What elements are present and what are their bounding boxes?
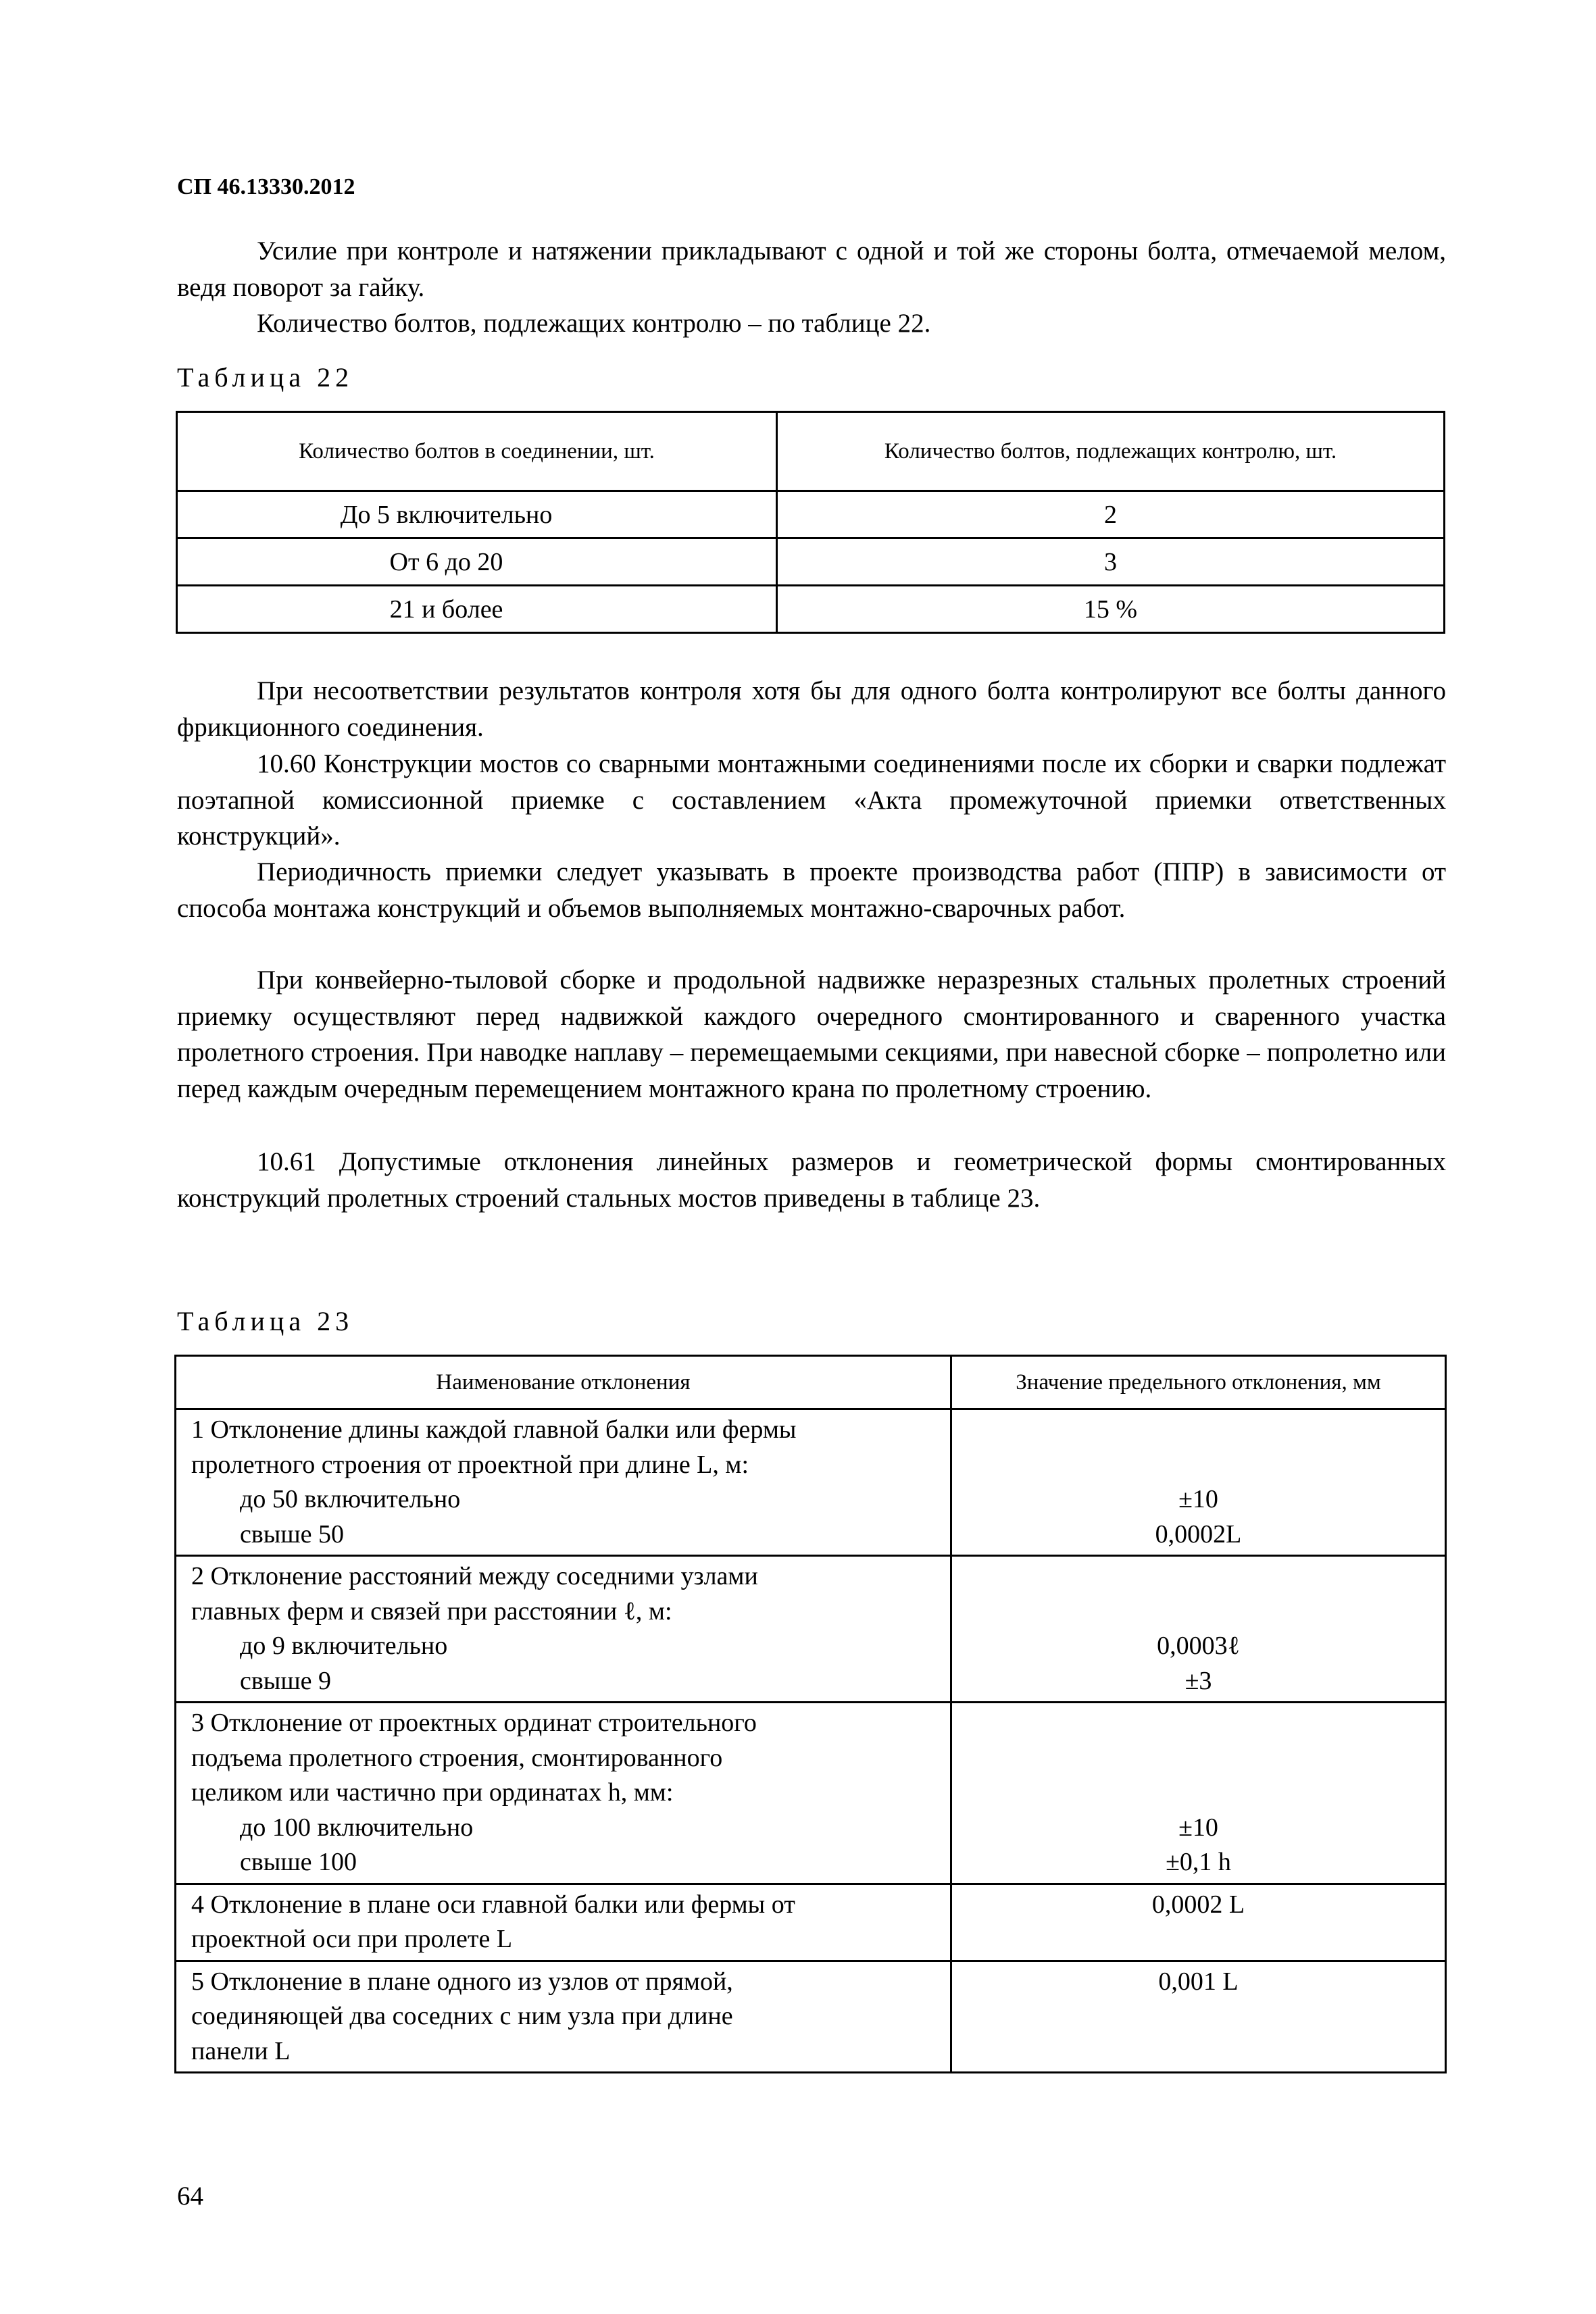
paragraph-text: При несоответствии результатов контроля хотя бы для одного болта контролируют все болты данного фрикционного соединения. <box>177 676 1446 742</box>
deviation-value: 0,0003ℓ <box>1157 1632 1240 1660</box>
deviation-title-line: 5 Отклонение в плане одного из узлов от прямой, <box>191 1967 733 1996</box>
paragraph-text: 10.60 Конструкции мостов со сварными монтажными соединениями после их сборки и сварки подлежат поэтапной комиссионной приемке с составлением «Акта промежуточной приемки ответственных конструкций». <box>177 749 1446 851</box>
paragraph-10-61 <box>177 1144 1446 1216</box>
deviation-value: ±0,1 h <box>1166 1848 1231 1876</box>
sub-range-label: свыше 9 <box>240 1666 331 1695</box>
deviation-value: ±10 <box>1178 1485 1218 1513</box>
document-code: СП 46.13330.2012 <box>177 174 355 199</box>
table-row <box>176 1556 1446 1703</box>
table23-caption: Таблица 23 <box>177 1306 354 1336</box>
table-22 <box>176 411 1445 634</box>
deviation-title-line: подъема пролетного строения, смонтированного <box>191 1743 723 1772</box>
deviation-title-line: проектной оси при пролете L <box>191 1925 513 1953</box>
sub-range-label: до 100 включительно <box>240 1813 474 1842</box>
deviation-title-line: 3 Отклонение от проектных ординат строительного <box>191 1709 757 1737</box>
deviation-title-line: главных ферм и связей при расстоянии ℓ, м: <box>191 1596 672 1626</box>
deviation-value-cell <box>951 1884 1446 1961</box>
column-header: Количество болтов в соединении, шт. <box>177 412 777 491</box>
deviation-name-cell <box>176 1884 951 1961</box>
table-row <box>176 1961 1446 2073</box>
table-header-row <box>176 1356 1446 1409</box>
table-cell: 15 % <box>777 586 1445 633</box>
table-row <box>177 538 1445 586</box>
deviation-title-line: соединяющей два соседних с ним узла при длине <box>191 2002 733 2030</box>
table-cell: До 5 включительно <box>177 491 777 538</box>
page-number: 64 <box>177 2182 203 2211</box>
sub-range-label: до 50 включительно <box>240 1485 461 1513</box>
deviation-name-cell <box>176 1961 951 2073</box>
paragraph-bolt-count <box>177 305 1446 342</box>
sub-range-label: до 9 включительно <box>240 1632 448 1660</box>
column-header: Наименование отклонения <box>176 1356 951 1409</box>
table-row <box>177 491 1445 538</box>
deviation-value-cell <box>951 1961 1446 2073</box>
deviation-value: 0,0002 L <box>1151 1890 1245 1919</box>
column-header: Количество болтов, подлежащих контролю, шт. <box>777 412 1445 491</box>
deviation-name-cell <box>176 1409 951 1556</box>
table-row <box>176 1703 1446 1884</box>
deviation-value: ±10 <box>1178 1813 1218 1842</box>
paragraph-text: Усилие при контроле и натяжении прикладывают с одной и той же стороны болта, отмечаемой мелом, ведя поворот за гайку. <box>177 236 1446 302</box>
paragraph-10-60 <box>177 746 1446 855</box>
paragraph-text: При конвейерно-тыловой сборке и продольной надвижке неразрезных стальных пролетных строений приемку осуществляют перед надвижкой каждого очередного смонтированного и сваренного участка пролетного строения. При наводке наплаву – перемещаемыми секциями, при навесной сборке – попролетно или перед каждым очередным перемещением монтажного крана по пролетному строению. <box>177 965 1446 1103</box>
paragraph-text: Периодичность приемки следует указывать в проекте производства работ (ППР) в зависимости от способа монтажа конструкций и объемов выполняемых монтажно-сварочных работ. <box>177 857 1446 923</box>
paragraph-nonconformity <box>177 673 1446 745</box>
deviation-title-line: целиком или частично при ординатах h, мм: <box>191 1778 674 1807</box>
table-23 <box>174 1355 1447 2073</box>
paragraph-text: 10.61 Допустимые отклонения линейных размеров и геометрической формы смонтированных конструкций пролетных строений стальных мостов приведены в таблице 23. <box>177 1147 1446 1213</box>
deviation-value-cell <box>951 1703 1446 1884</box>
deviation-value: 0,001 L <box>1158 1967 1239 1996</box>
paragraph-periodicity <box>177 854 1446 926</box>
deviation-title-line: 1 Отклонение длины каждой главной балки или фермы <box>191 1415 797 1444</box>
deviation-value-cell <box>951 1409 1446 1556</box>
table-cell: 21 и более <box>177 586 777 633</box>
deviation-value: 0,0002L <box>1155 1519 1242 1549</box>
paragraph-text: Количество болтов, подлежащих контролю – по таблице 22. <box>257 309 931 338</box>
table-row <box>177 586 1445 633</box>
table-cell: 2 <box>777 491 1445 538</box>
table22-caption: Таблица 22 <box>177 362 354 393</box>
deviation-title-line: 2 Отклонение расстояний между соседними узлами <box>191 1562 758 1590</box>
deviation-name-cell <box>176 1556 951 1703</box>
deviation-value-cell <box>951 1556 1446 1703</box>
table-header-row <box>177 412 1445 491</box>
table-row <box>176 1409 1446 1556</box>
table-row <box>176 1884 1446 1961</box>
deviation-value: ±3 <box>1184 1666 1212 1695</box>
column-header: Значение предельного отклонения, мм <box>951 1356 1446 1409</box>
deviation-name-cell <box>176 1703 951 1884</box>
sub-range-label: свыше 100 <box>240 1848 357 1876</box>
paragraph-force-application <box>177 233 1446 305</box>
deviation-title-line: пролетного строения от проектной при длине L, м: <box>191 1450 749 1479</box>
deviation-title-line: 4 Отклонение в плане оси главной балки или фермы от <box>191 1890 795 1919</box>
table-cell: От 6 до 20 <box>177 538 777 586</box>
deviation-title-line: панели L <box>191 2036 291 2065</box>
sub-range-label: свыше 50 <box>240 1519 344 1549</box>
paragraph-conveyor-assembly <box>177 962 1446 1107</box>
table-cell: 3 <box>777 538 1445 586</box>
